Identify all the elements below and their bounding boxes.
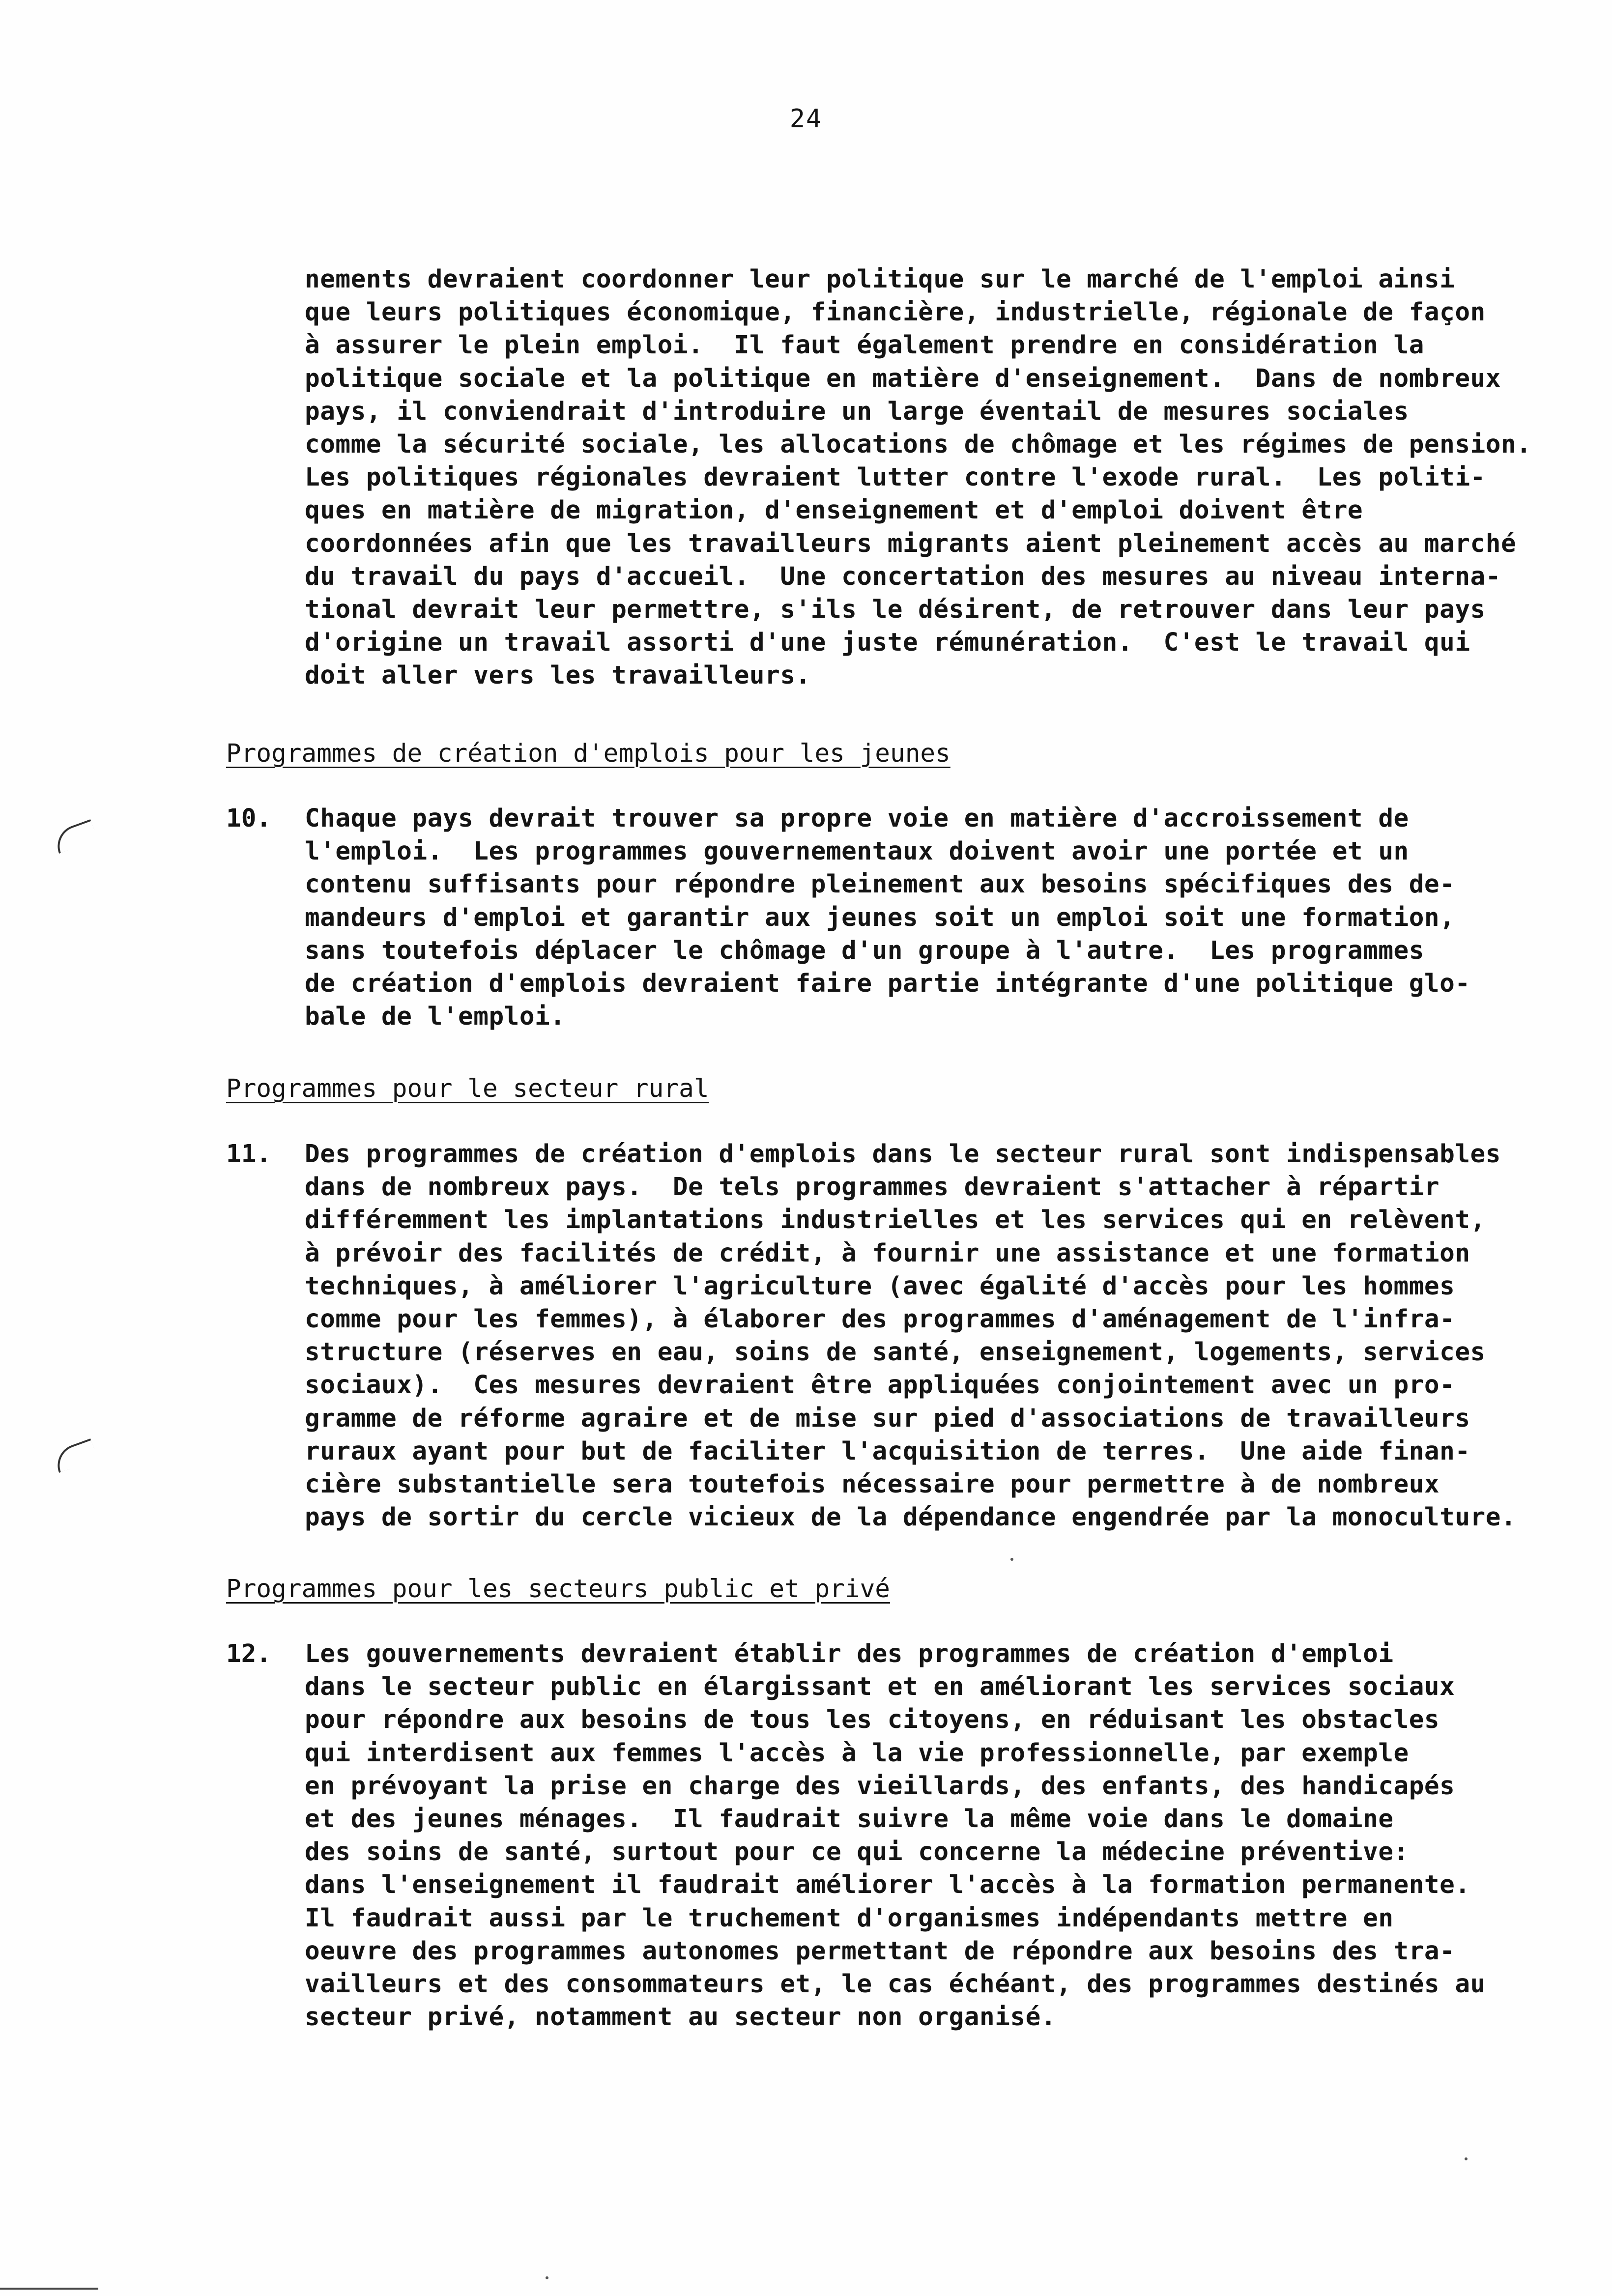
paragraph-11-line: structure (réserves en eau, soins de santé, enseignement, logements, services [305,1338,1486,1367]
paragraph-11-line: cière substantielle sera toutefois nécessaire pour permettre à de nombreux [305,1470,1440,1499]
intro-line: politique sociale et la politique en matière d'enseignement. Dans de nombreux [305,364,1501,393]
intro-line: à assurer le plein emploi. Il faut également prendre en considération la [305,331,1424,360]
intro-line: du travail du pays d'accueil. Une concertation des mesures au niveau interna- [305,562,1501,591]
paragraph-11-line: dans de nombreux pays. De tels programmes devraient s'attacher à répartir [305,1173,1440,1202]
paragraph-11-line: pays de sortir du cercle vicieux de la dépendance engendrée par la monoculture. [305,1503,1517,1532]
speck [1010,1558,1013,1561]
page-number: 24 [789,104,823,134]
intro-line: doit aller vers les travailleurs. [305,661,811,690]
paragraph-10-line: Chaque pays devrait trouver sa propre voie en matière d'accroissement de [305,804,1409,833]
paragraph-11-line: différemment les implantations industrielles et les services qui en relèvent, [305,1205,1486,1235]
paragraph-11-line: à prévoir des facilités de crédit, à fournir une assistance et une formation [305,1238,1470,1268]
intro-line: pays, il conviendrait d'introduire un large éventail de mesures sociales [305,397,1409,426]
paragraph-11-line: Des programmes de création d'emplois dans le secteur rural sont indispensables [305,1140,1501,1169]
paragraph-11-line: techniques, à améliorer l'agriculture (avec égalité d'accès pour les hommes [305,1271,1455,1301]
intro-line: nements devraient coordonner leur politique sur le marché de l'emploi ainsi [305,265,1455,294]
paragraph-12-line: Les gouvernements devraient établir des programmes de création d'emploi [305,1639,1394,1668]
paragraph-11-line: ruraux ayant pour but de faciliter l'acquisition de terres. Une aide finan- [305,1436,1470,1466]
paragraph-12-line: dans l'enseignement il faudrait améliorer l'accès à la formation permanente. [305,1870,1470,1900]
paragraph-12-line: Il faudrait aussi par le truchement d'organismes indépendants mettre en [305,1903,1394,1933]
intro-line: tional devrait leur permettre, s'ils le désirent, de retrouver dans leur pays [305,595,1486,624]
paragraph-11-line: sociaux). Ces mesures devraient être appliquées conjointement avec un pro- [305,1371,1455,1400]
margin-mark [52,819,98,854]
paragraph-12-line: oeuvre des programmes autonomes permettant de répondre aux besoins des tra- [305,1936,1455,1966]
intro-line: comme la sécurité sociale, les allocations de chômage et les régimes de pension. [305,430,1532,459]
paragraph-number-12: 12. [226,1639,272,1668]
intro-line: Les politiques régionales devraient lutter contre l'exode rural. Les politi- [305,463,1486,492]
paragraph-10-line: contenu suffisants pour répondre pleinement aux besoins spécifiques des de- [305,870,1455,899]
paragraph-11-line: gramme de réforme agraire et de mise sur pied d'associations de travailleurs [305,1404,1470,1433]
margin-mark [52,1438,98,1473]
paragraph-12-line: qui interdisent aux femmes l'accès à la vie professionnelle, par exemple [305,1738,1409,1768]
paragraph-number-10: 10. [226,804,272,833]
paragraph-number-11: 11. [226,1140,272,1169]
section-heading-youth-employment: Programmes de création d'emplois pour les jeunes [226,739,950,768]
paragraph-12-line: pour répondre aux besoins de tous les citoyens, en réduisant les obstacles [305,1705,1440,1735]
paragraph-12-line: des soins de santé, surtout pour ce qui concerne la médecine préventive: [305,1837,1409,1867]
intro-line: ques en matière de migration, d'enseignement et d'emploi doivent être [305,496,1363,525]
paragraph-12-line: et des jeunes ménages. Il faudrait suivre la même voie dans le domaine [305,1805,1394,1834]
paragraph-10-line: l'emploi. Les programmes gouvernementaux doivent avoir une portée et un [305,837,1409,866]
paragraph-12-line: dans le secteur public en élargissant et en améliorant les services sociaux [305,1672,1455,1702]
paragraph-12-line: vailleurs et des consommateurs et, le cas échéant, des programmes destinés au [305,1970,1486,1999]
paragraph-12-line: secteur privé, notamment au secteur non organisé. [305,2003,1057,2032]
section-heading-public-private-sectors: Programmes pour les secteurs public et privé [226,1575,891,1604]
speck [546,2276,548,2279]
section-heading-rural-sector: Programmes pour le secteur rural [226,1074,709,1103]
paragraph-10-line: bale de l'emploi. [305,1002,566,1032]
intro-line: que leurs politiques économique, financière, industrielle, régionale de façon [305,298,1486,327]
intro-line: d'origine un travail assorti d'une juste rémunération. C'est le travail qui [305,628,1470,658]
paragraph-10-line: mandeurs d'emploi et garantir aux jeunes soit un emploi soit une formation, [305,903,1455,932]
paragraph-11-line: comme pour les femmes), à élaborer des programmes d'aménagement de l'infra- [305,1305,1455,1334]
bottom-rule [0,2288,98,2290]
paragraph-12-line: en prévoyant la prise en charge des vieillards, des enfants, des handicapés [305,1771,1455,1801]
intro-line: coordonnées afin que les travailleurs migrants aient pleinement accès au marché [305,529,1517,558]
paragraph-10-line: sans toutefois déplacer le chômage d'un groupe à l'autre. Les programmes [305,936,1424,965]
paragraph-10-line: de création d'emplois devraient faire partie intégrante d'une politique glo- [305,969,1470,998]
speck [1465,2157,1468,2160]
